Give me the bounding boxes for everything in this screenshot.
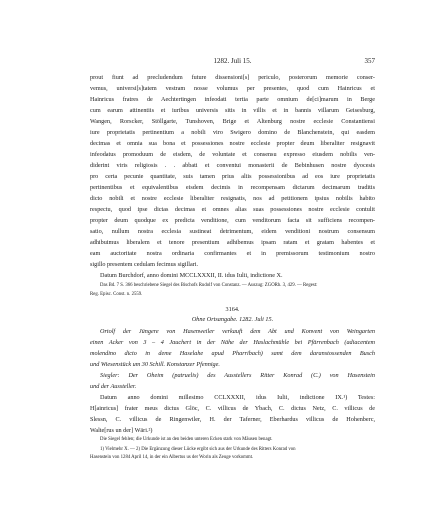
text-line: Hainricus fratres de Aechtertingen infeodati tertia parte omnium de[ci]marum in Berge <box>90 96 375 103</box>
text-line: satio, nullum nostra ecclesia sustineat detrimentum, eidem venditioni nostrum consensum <box>90 228 375 235</box>
text-line: diderint viris religiosis . . abbati et conventui monasterii de Bebinhusen nostre dyocesis <box>90 162 375 169</box>
document-number: 3164. <box>225 306 240 313</box>
regest <box>90 326 375 436</box>
text-line: H[ainricus] frater meus dictus Glöc, C. villicus de Ybach, C. dictus Netz, C. villicus de <box>90 405 375 412</box>
text-line: decimas et omnia sua bona et possessiones nostre ecclesie propter deum liberaliter resignavit <box>90 140 375 147</box>
text-line: prout fiunt ad precludendum future dissensioni[s] periculo, posterorum memorie conser- <box>90 74 375 81</box>
footnote-line: Hasenstein von 1284 April 14, in der ein Albertus us der Worin als Zeuge vorkommt. <box>90 455 254 460</box>
note-line: Die Siegel fehlen; die Urkunde ist an den beiden unteren Ecken stark von Mäusen benagt. <box>100 437 273 442</box>
text-line: pertinentibus et equivalentibus eisdem decimis in recompensam dictarum decimarum traditis <box>90 184 375 191</box>
seal-note-1 <box>90 282 375 299</box>
text-line: dicto nobili et nostre ecclesie liberaliter resignatis, nos ad petitionem ipsius nobilis habito <box>90 195 375 202</box>
regest-line: molendino dicto in deme Haselahe apud Pharribach) samt dem daranstossenden Busch <box>90 350 375 357</box>
text-line: Wangen, Rorscker, Stöllgarte, Tunshoven, Brige et Altenburg nostre ecclesie Constantiensi <box>90 118 375 125</box>
seal-note-2 <box>90 436 375 445</box>
text-line: Slessn, C. villicus de Ringenwiler, H. der Taferner, Eberhardus villicus de Hohenberc, <box>90 416 375 423</box>
text-line: respectu, quod ipse dictas decimas et omnes alias suas possessiones nostre ecclesie contulit <box>90 206 375 213</box>
text-line: adhibuimus liberalem et tenore presentium adhibemus ipsam ratam et gratam habentes et <box>90 239 375 246</box>
regest-line: einen Acker von 3 – 4 Jauchert in der Nähe der Haslachmühle bei Pfärrenbach (adiacentem <box>90 339 375 346</box>
text-line: Datum anno domini millesimo CCLXXXII, idus Iulii, indictione IX.¹) Testes: <box>100 394 375 401</box>
text-line: propter deum quodque ex predicta venditione, cum venditorum facta sit sufficiens recompen- <box>90 217 375 224</box>
text-line: cum earum attinentiis et iuribus universis sitis in villis et in bannis villarum Geisesburg, <box>90 107 375 114</box>
regest-line: Ortolf der Jüngere von Hasenweiler verkauft dem Abt und Konvent von Weingarten <box>100 328 375 335</box>
text-line: vemus, universi[s]tatem vestram nosse volumus per presentes, quod cum Hainricus et <box>90 85 375 92</box>
text-line: sigillo presentem cedulam fecimus sigillari. <box>90 261 199 268</box>
note-line: Reg. Episc. Const. n. 2559. <box>90 291 143 297</box>
footnotes <box>90 446 375 462</box>
regest-line: und Wiesenstück um 30 Schill. Konstanzer Pfennige. <box>90 361 220 368</box>
document-date-line: Ohne Ortsangabe. 1282. Juli 15. <box>191 316 274 323</box>
text-line: iure proprietatis pertinentium a nobili viro Swigero domino de Blanchenstein, qui easdem <box>90 129 375 136</box>
footnote-line: 1) Vielmehr X. — 2) Die Ergänzung dieser Lücke ergibt sich aus der Urkunde des Ritters Konrad von <box>100 447 296 452</box>
charter-text-1 <box>90 72 375 281</box>
text-line: Walte[rus un der] Wäri.²) <box>90 427 153 434</box>
running-header <box>90 57 375 67</box>
header-date: 1282. Juli 15. <box>213 57 252 65</box>
note-line: Das Bd. 7 S. 366 beschriebene Siegel des Bischofs Rudolf von Constanz. — Auszug: ZGORh. 3, 429. — Regest: <box>100 283 318 288</box>
text-line: eam auctoritate nostra ordinaria confirmantes et in premissorum testimonium nostro <box>90 250 375 257</box>
dating-clause: Datum Burchdorf, anno domini MCCLXXXII, II. idus Iulii, indictione X. <box>100 272 283 279</box>
sealer-line: Siegler: Der Oheim (patruelis) des Ausstellers Ritter Konrad (C.) von Hasenstein <box>100 372 375 379</box>
page-number: 357 <box>364 57 375 65</box>
text-line: pro certa pecunie quantitate, suis tamen prius aliis possessionibus ad eos iure proprietatis <box>90 173 375 180</box>
sealer-line: und der Aussteller. <box>90 383 137 390</box>
text-line: infeodatus promoduum de eisdem, de voluntate et consensu expresso eiusdem nobilis ven- <box>90 151 375 158</box>
